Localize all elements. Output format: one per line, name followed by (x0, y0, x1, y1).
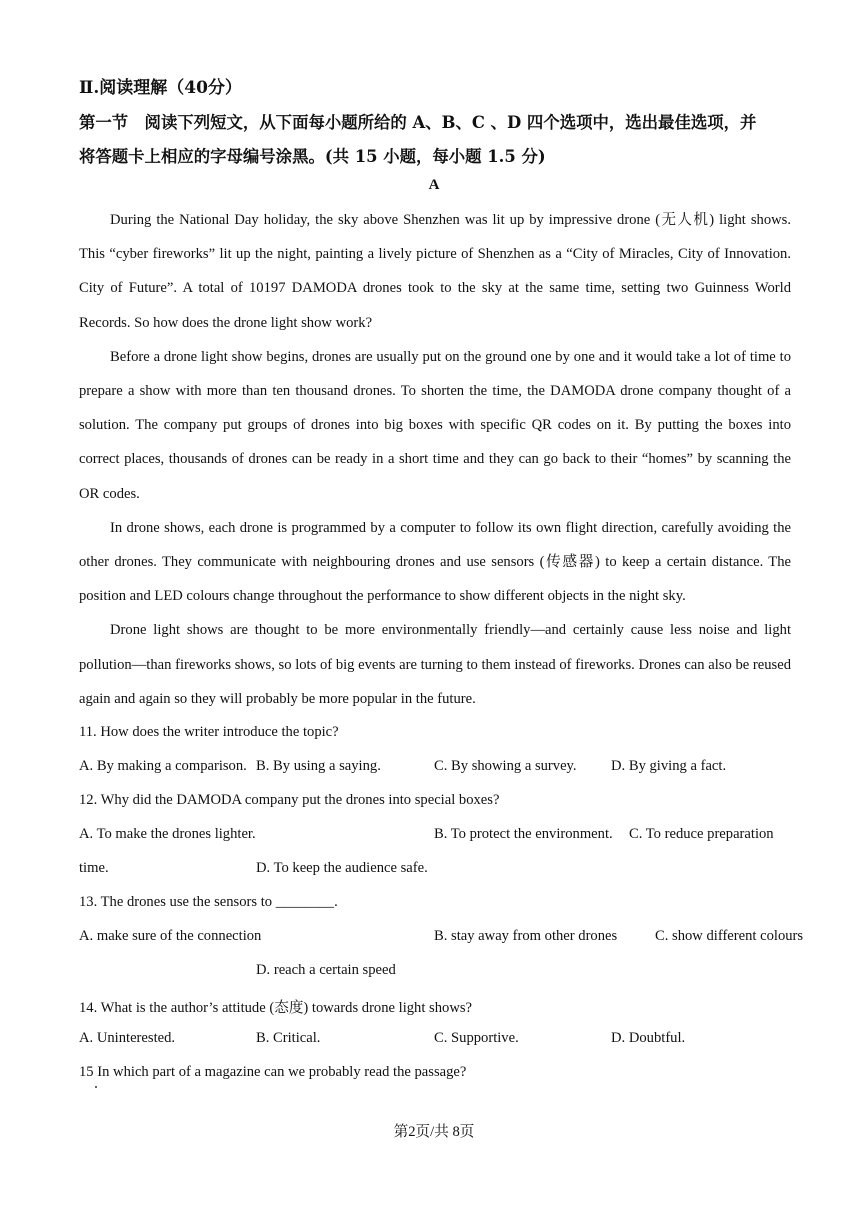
question-stem-12: 12. Why did the DAMODA company put the drones into special boxes? (79, 792, 500, 808)
option-14-d: D. Doubtful. (611, 1030, 686, 1046)
option-11-b: B. By using a saying. (256, 758, 381, 774)
option-11-a: A. By making a comparison. (79, 758, 247, 774)
option-13-d: D. reach a certain speed (256, 962, 396, 978)
option-13-a: A. make sure of the connection (79, 928, 262, 944)
paragraph: During the National Day holiday, the sky above Shenzhen was lit up by impressive drone (无人机) light shows. This “cyber fireworks” lit up the night, painting a lively picture of Shenzhen as a “City of Miracles, City of Innovation. City of Future”. A total of 10197 DAMODA drones took to the sky at the same time, setting two Guinness World Records. So how does the drone light show work? (79, 212, 791, 331)
question-stem-15: 15 In which part of a magazine can we probably read the passage? (79, 1064, 467, 1080)
option-14-c: C. Supportive. (434, 1030, 519, 1046)
option-11-d: D. By giving a fact. (611, 758, 727, 774)
instruction-line-2: 将答题卡上相应的字母编号涂黑。(共 15 小题，每小题 1.5 分) (79, 147, 546, 166)
option-14-a: A. Uninterested. (79, 1030, 176, 1046)
section-heading: Ⅱ.阅读理解（40分） (79, 78, 242, 98)
option-13-b: B. stay away from other drones (434, 928, 618, 944)
paragraph: Before a drone light show begins, drones are usually put on the ground one by one and it would take a lot of time to prepare a show with more than ten thousand drones. To shorten the time, the DAMODA drone company thought of a solution. The company put groups of drones into big boxes with specific QR codes on it. By putting the boxes into correct places, thousands of drones can be ready in a short time and they can go back to their “homes” by scanning the OR codes. (79, 348, 791, 502)
question-stem-13: 13. The drones use the sensors to ________. (79, 894, 338, 910)
option-12-a: A. To make the drones lighter. (79, 826, 256, 842)
scan-speck (95, 1086, 97, 1088)
paragraph: In drone shows, each drone is programmed by a computer to follow its own flight direction, carefully avoiding the other drones. They communicate with neighbouring drones and use sensors (传感器) to keep a certain distance. The position and LED colours change throughout the performance to show different objects in the night sky. (79, 519, 791, 605)
page-indicator: 第2页/共 8页 (393, 1124, 475, 1140)
option-12-b: B. To protect the environment. (434, 826, 613, 842)
option-12-c: C. To reduce preparation (629, 826, 774, 842)
option-11-c: C. By showing a survey. (434, 758, 577, 774)
passage-body (79, 203, 791, 716)
passage-title: A (428, 177, 440, 193)
option-13-c: C. show different colours (655, 928, 804, 944)
option-14-b: B. Critical. (256, 1030, 321, 1046)
paragraph: Drone light shows are thought to be more environmentally friendly—and certainly cause less noise and light pollution—than fireworks shows, so lots of big events are turning to them instead of fireworks. Drones can also be reused again and again so they will probably be more popular in the future. (79, 622, 791, 707)
option-12-d: D. To keep the audience safe. (256, 860, 428, 876)
question-stem-11: 11. How does the writer introduce the topic? (79, 724, 339, 740)
instruction-line-1: 第一节 阅读下列短文，从下面每小题所给的 A、B、C 、D 四个选项中，选出最佳选项，并 (79, 113, 757, 132)
question-stem-14: 14. What is the author’s attitude (态度) towards drone light shows? (79, 1000, 473, 1016)
option-12-c-continued: time. (79, 860, 109, 876)
